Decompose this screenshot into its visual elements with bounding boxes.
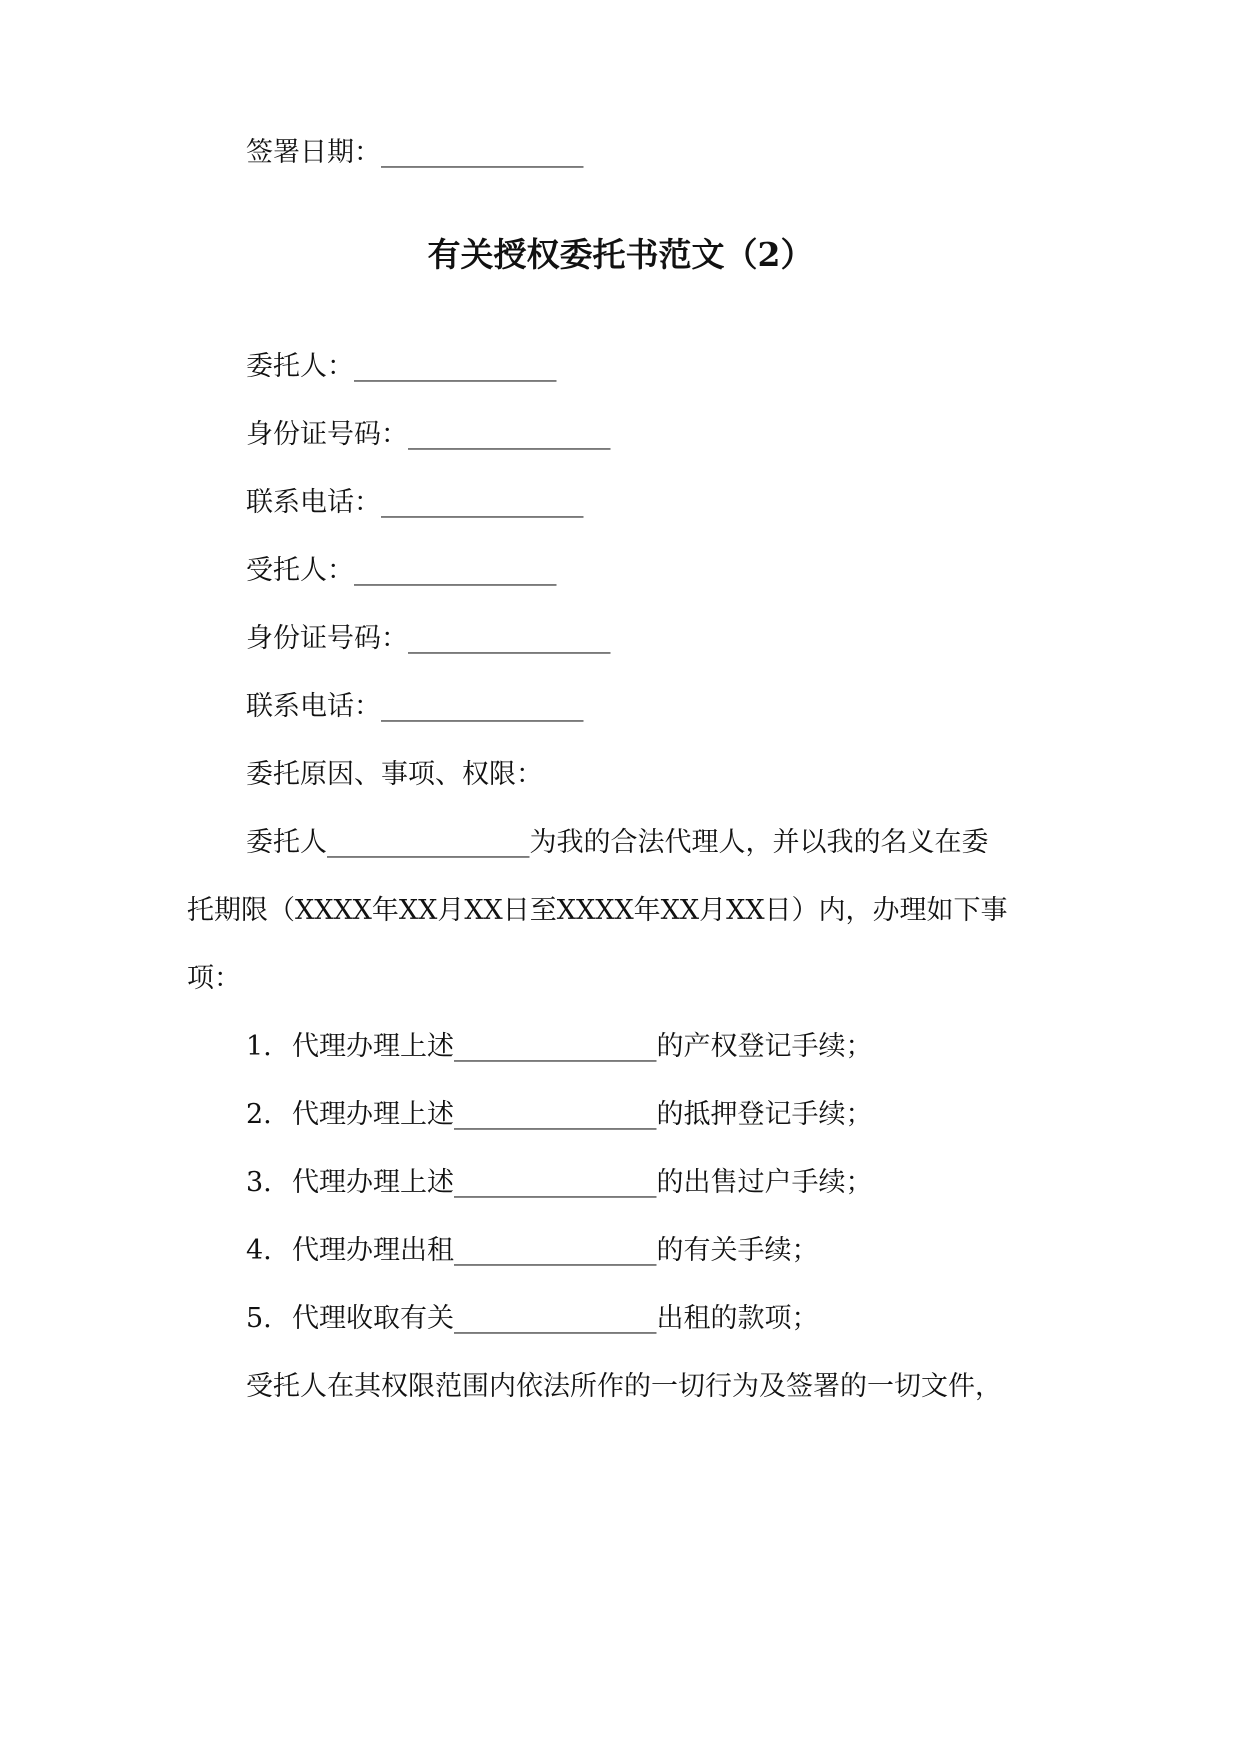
list-item [246,1299,819,1339]
list-item-number: 1. [246,1031,272,1062]
principal-phone-line: 联系电话：_______________ [246,487,584,518]
list-item-text: 代理办理上述_______________的抵押登记手续； [292,1099,873,1130]
list-item-text: 代理办理上述_______________的出售过户手续； [292,1167,873,1198]
list-item-number: 2. [246,1099,272,1130]
principal-name-line: 委托人：_______________ [246,351,557,382]
list-item-text: 代理办理出租_______________的有关手续； [292,1235,819,1266]
agent-phone-line: 联系电话：_______________ [246,691,584,722]
list-item-text: 代理收取有关_______________出租的款项； [292,1303,819,1334]
document-title: 有关授权委托书范文（2） [427,235,814,274]
section-heading: 委托原因、事项、权限： [246,759,543,790]
list-item [246,1231,819,1271]
agent-name-line: 受托人：_______________ [246,555,557,586]
principal-id-line: 身份证号码：_______________ [246,419,611,450]
closing-line: 受托人在其权限范围内依法所作的一切行为及签署的一切文件， [246,1371,1002,1402]
paragraph-line-2: 托期限（XXXX年XX月XX日至XXXX年XX月XX日）内，办理如下事 [187,895,1008,926]
list-item-number: 5. [246,1303,272,1334]
agent-id-line: 身份证号码：_______________ [246,623,611,654]
list-item [246,1027,873,1067]
paragraph-line-1: 委托人_______________为我的合法代理人，并以我的名义在委 [246,827,989,858]
list-item [246,1095,873,1135]
paragraph-line-3: 项： [187,963,241,994]
sign-date-line: 签署日期：_______________ [246,137,584,168]
list-item-text: 代理办理上述_______________的产权登记手续； [292,1031,873,1062]
list-item [246,1163,873,1203]
list-item-number: 3. [246,1167,272,1198]
list-item-number: 4. [246,1235,272,1266]
